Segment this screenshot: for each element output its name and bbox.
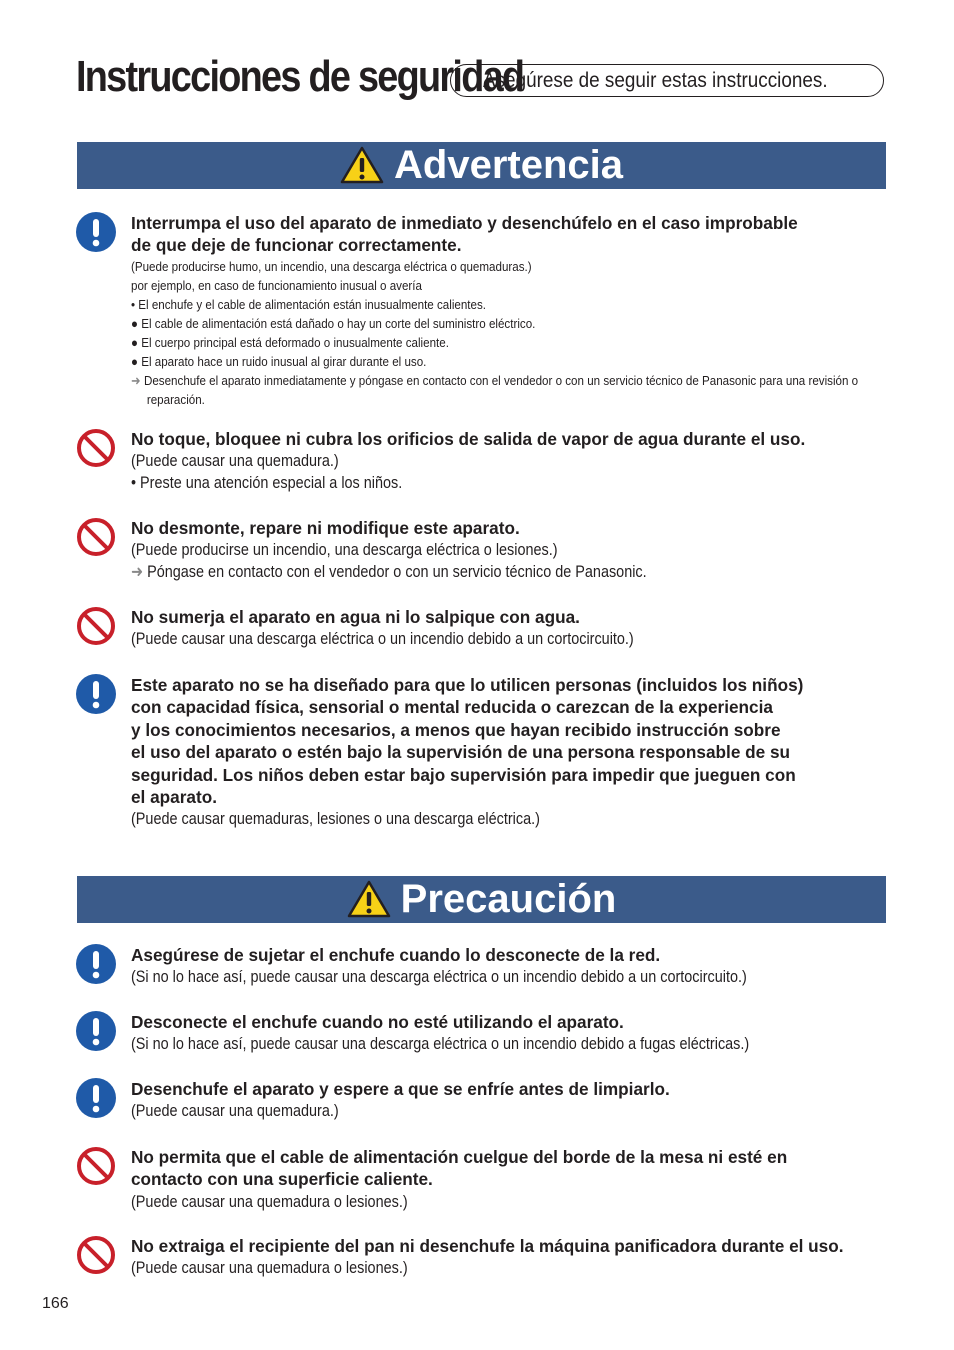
item-heading: No sumerja el aparato en agua ni lo salpique con agua. bbox=[131, 607, 580, 627]
item-heading: Este aparato no se ha diseñado para que lo utilicen personas (incluidos los niños) bbox=[131, 675, 804, 695]
item-heading: No extraiga el recipiente del pan ni desenchufe la máquina panificadora durante el uso. bbox=[131, 1236, 844, 1256]
item-note: (Puede causar una quemadura o lesiones.) bbox=[131, 1192, 408, 1211]
prohibition-icon bbox=[76, 1235, 116, 1275]
item-heading: seguridad. Los niños deben estar bajo supervisión para impedir que jueguen con bbox=[131, 764, 796, 785]
item-note: (Si no lo hace así, puede causar una descarga eléctrica o un incendio debido a un cortocircuito.) bbox=[131, 968, 747, 987]
item-note: (Puede causar una quemadura.) bbox=[131, 452, 339, 471]
exclamation-icon bbox=[76, 1078, 116, 1118]
bullet-item: • El enchufe y el cable de alimentación están inusualmente calientes. bbox=[131, 296, 487, 312]
item-heading: No toque, bloquee ni cubra los orificios de salida de vapor de agua durante el uso. bbox=[131, 429, 806, 449]
item-note: por ejemplo, en caso de funcionamiento inusual o avería bbox=[131, 277, 422, 293]
subtitle-text: Asegúrese de seguir estas instrucciones. bbox=[483, 68, 828, 92]
caution-banner bbox=[77, 876, 886, 923]
item-heading: el aparato. bbox=[131, 787, 217, 808]
prohibition-icon bbox=[76, 606, 116, 646]
item-heading: No permita que el cable de alimentación cuelgue del borde de la mesa ni esté en bbox=[131, 1147, 788, 1167]
item-note: (Puede causar una quemadura o lesiones.) bbox=[131, 1259, 408, 1278]
action-note bbox=[131, 561, 795, 583]
page-title: Instrucciones de seguridad bbox=[76, 52, 524, 101]
action-text: Póngase en contacto con el vendedor o con un servicio técnico de Panasonic. bbox=[147, 563, 647, 582]
warning-triangle-icon bbox=[347, 880, 391, 918]
item-heading: No desmonte, repare ni modifique este aparato. bbox=[131, 518, 520, 538]
item-note: (Si no lo hace así, puede causar una descarga eléctrica o un incendio debido a fugas eléctricas.) bbox=[131, 1035, 750, 1054]
item-note: (Puede producirse humo, un incendio, una descarga eléctrica o quemaduras.) bbox=[131, 258, 532, 274]
bullet-item: • Preste una atención especial a los niños. bbox=[131, 474, 403, 493]
item-heading: de que deje de funcionar correctamente. bbox=[131, 235, 462, 256]
page-number: 166 bbox=[42, 1295, 69, 1312]
item-heading: Desenchufe el aparato y espere a que se enfríe antes de limpiarlo. bbox=[131, 1079, 670, 1099]
item-heading: el uso del aparato o estén bajo la supervisión de una persona responsable de su bbox=[131, 742, 791, 763]
arrow-icon: ➜ bbox=[131, 372, 141, 388]
warning-banner-title: Advertencia bbox=[394, 143, 623, 187]
item-heading: contacto con una superficie caliente. bbox=[131, 1169, 433, 1190]
item-note: (Puede causar quemaduras, lesiones o una descarga eléctrica.) bbox=[131, 810, 540, 829]
item-heading: Interrumpa el uso del aparato de inmediato y desenchúfelo en el caso improbable bbox=[131, 213, 798, 233]
bullet-item: ● El cable de alimentación está dañado o hay un corte del suministro eléctrico. bbox=[131, 315, 536, 331]
subtitle-pill bbox=[450, 64, 884, 97]
item-heading: y los conocimientos necesarios, a menos que hayan recibido instrucción sobre bbox=[131, 719, 781, 740]
arrow-icon: ➜ bbox=[131, 563, 144, 582]
item-note: (Puede causar una quemadura.) bbox=[131, 1102, 339, 1121]
warning-banner bbox=[77, 142, 886, 189]
bullet-item: ● El cuerpo principal está deformado o inusualmente caliente. bbox=[131, 334, 449, 350]
warning-triangle-icon bbox=[340, 146, 384, 184]
exclamation-icon bbox=[76, 944, 116, 984]
item-heading: Desconecte el enchufe cuando no esté utilizando el aparato. bbox=[131, 1012, 624, 1032]
item-note: (Puede producirse un incendio, una descarga eléctrica o lesiones.) bbox=[131, 541, 558, 560]
item-heading: con capacidad física, sensorial o mental reducida o carezcan de la experiencia bbox=[131, 697, 773, 718]
action-note bbox=[131, 371, 886, 409]
caution-banner-title: Precaución bbox=[400, 877, 617, 921]
prohibition-icon bbox=[76, 428, 116, 468]
exclamation-icon bbox=[76, 212, 116, 252]
item-heading: Asegúrese de sujetar el enchufe cuando lo desconecte de la red. bbox=[131, 945, 661, 965]
prohibition-icon bbox=[76, 1146, 116, 1186]
item-note: (Puede causar una descarga eléctrica o un incendio debido a un cortocircuito.) bbox=[131, 630, 634, 649]
action-text: Desenchufe el aparato inmediatamente y póngase en contacto con el vendedor o con un servicio técnico de Panasonic para una revisión o reparación. bbox=[143, 372, 859, 407]
exclamation-icon bbox=[76, 1011, 116, 1051]
bullet-item: ● El aparato hace un ruido inusual al girar durante el uso. bbox=[131, 353, 427, 369]
prohibition-icon bbox=[76, 517, 116, 557]
exclamation-icon bbox=[76, 674, 116, 714]
